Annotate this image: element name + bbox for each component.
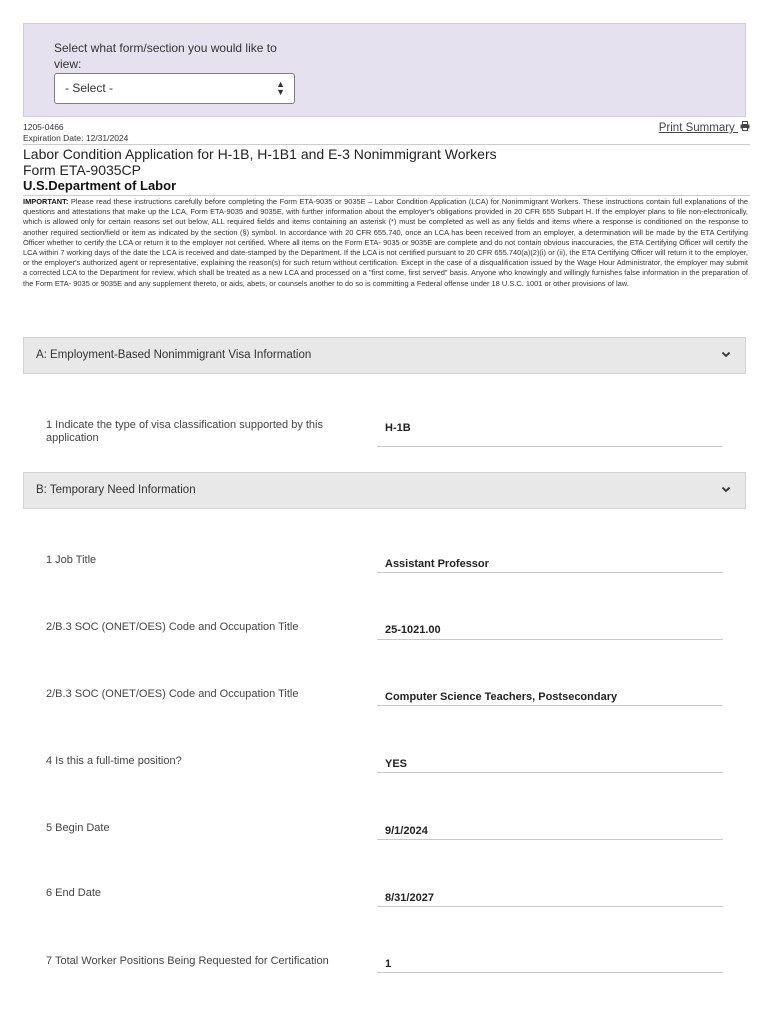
field-underline xyxy=(377,705,723,706)
instructions-lead: IMPORTANT: xyxy=(23,197,69,206)
printer-icon xyxy=(740,121,750,134)
field-value-job-title: Assistant Professor xyxy=(385,558,489,570)
section-a-accordion[interactable] xyxy=(23,337,746,374)
field-value-full-time: YES xyxy=(385,758,408,770)
department-name: U.S.Department of Labor xyxy=(23,178,177,193)
header-divider xyxy=(23,144,750,145)
field-value-occupation-title: Computer Science Teachers, Postsecondary xyxy=(385,691,618,703)
field-label-end-date: 6 End Date xyxy=(46,887,102,899)
field-label-worker-positions: 7 Total Worker Positions Being Requested for Certification xyxy=(46,955,329,967)
field-value-soc-code: 25-1021.00 xyxy=(385,624,441,636)
chevron-down-icon xyxy=(720,482,732,494)
field-underline xyxy=(377,446,723,447)
title-divider xyxy=(23,195,750,196)
selector-label: Select what form/section you would like to view: xyxy=(54,41,277,71)
field-label-soc-code: 2/B.3 SOC (ONET/OES) Code and Occupation Title xyxy=(46,621,299,633)
select-value: - Select - xyxy=(65,81,114,95)
field-value-visa-type: H-1B xyxy=(385,422,411,434)
instructions-body: Please read these instructions carefully before completing the Form ETA-9035 or 9035E – Labor Condition Application (LCA) for Nonimmigrant Workers. These instructions contain full explanations of the questions and attestations that make up the LCA, Form ETA-9035 and 9035E, with further information about the employer's obligations provided in 20 CFR 655 Subpart H. If the employer plans to file non-electronically, which is allowed only for certain reasons set out below, ALL required fields and items containing an asterisk (*) must be completed as well as any fields and items where a response is conditioned on the response to another required section/field or item as indicated by the section (§) symbol. In accordance with 20 CFR 655.740, once an LCA has been received from an employer, a determination will be made by the ETA Certifying Officer whether to certify the LCA or return it to the employer not certified. Where all items on the Form ETA- 9035 or 9035E are complete and do not contain obvious inaccuracies, the ETA Certifying Officer will certify the LCA within 7 working days of the date the LCA is received and date-stamped by the Department. If the LCA is not certified pursuant to 20 CFR 655.740(a)(2)(i) or (ii), the ETA Certifying Officer will return it to the employer, or the employer's authorized agent or representative, explaining the reason(s) for such return without certification. Except in the case of a disqualification issued by the Wage Hour Administrator, the employer may submit a corrected LCA to the Department for review, which shall be treated as a new LCA and processed on a "first come, first served" basis. Anyone who knowingly and willingly furnishes false information in the preparation of the Form ETA- 9035 or 9035E and any supplement thereto, or aids, abets, or counsels another to do so is committing a Federal offense under 18 U.S.C. 1001 or other provisions of law. xyxy=(23,197,748,288)
field-underline xyxy=(377,906,723,907)
field-label-job-title: 1 Job Title xyxy=(46,554,97,566)
form-section-select[interactable] xyxy=(54,73,295,104)
print-summary-link[interactable] xyxy=(659,121,750,134)
field-label-visa-type: 1 Indicate the type of visa classification supported by this application xyxy=(46,419,323,444)
field-underline xyxy=(377,572,723,573)
section-a-title: A: Employment-Based Nonimmigrant Visa Information xyxy=(36,349,312,361)
field-label-occupation-title: 2/B.3 SOC (ONET/OES) Code and Occupation Title xyxy=(46,688,299,700)
chevron-down-icon xyxy=(720,347,732,359)
select-arrows-icon: ▲ ▼ xyxy=(276,79,285,97)
field-underline xyxy=(377,772,723,773)
field-underline xyxy=(377,839,723,840)
field-value-worker-positions: 1 xyxy=(385,958,392,970)
field-value-begin-date: 9/1/2024 xyxy=(385,825,428,837)
instructions-text xyxy=(23,197,748,289)
section-b-title: B: Temporary Need Information xyxy=(36,484,196,496)
field-value-end-date: 8/31/2027 xyxy=(385,892,434,904)
print-summary-label: Print Summary xyxy=(658,122,735,134)
section-b-accordion[interactable] xyxy=(23,472,746,509)
form-title: Labor Condition Application for H-1B, H-1B1 and E-3 Nonimmigrant Workers xyxy=(23,146,497,162)
field-underline xyxy=(377,972,723,973)
field-label-full-time: 4 Is this a full-time position? xyxy=(46,755,182,767)
field-label-begin-date: 5 Begin Date xyxy=(46,822,110,834)
field-underline xyxy=(377,639,723,640)
form-section-selector-panel xyxy=(23,23,746,117)
omb-number: 1205-0466 xyxy=(23,122,64,132)
expiration-date: Expiration Date: 12/31/2024 xyxy=(23,133,129,143)
form-number: Form ETA-9035CP xyxy=(23,162,141,178)
